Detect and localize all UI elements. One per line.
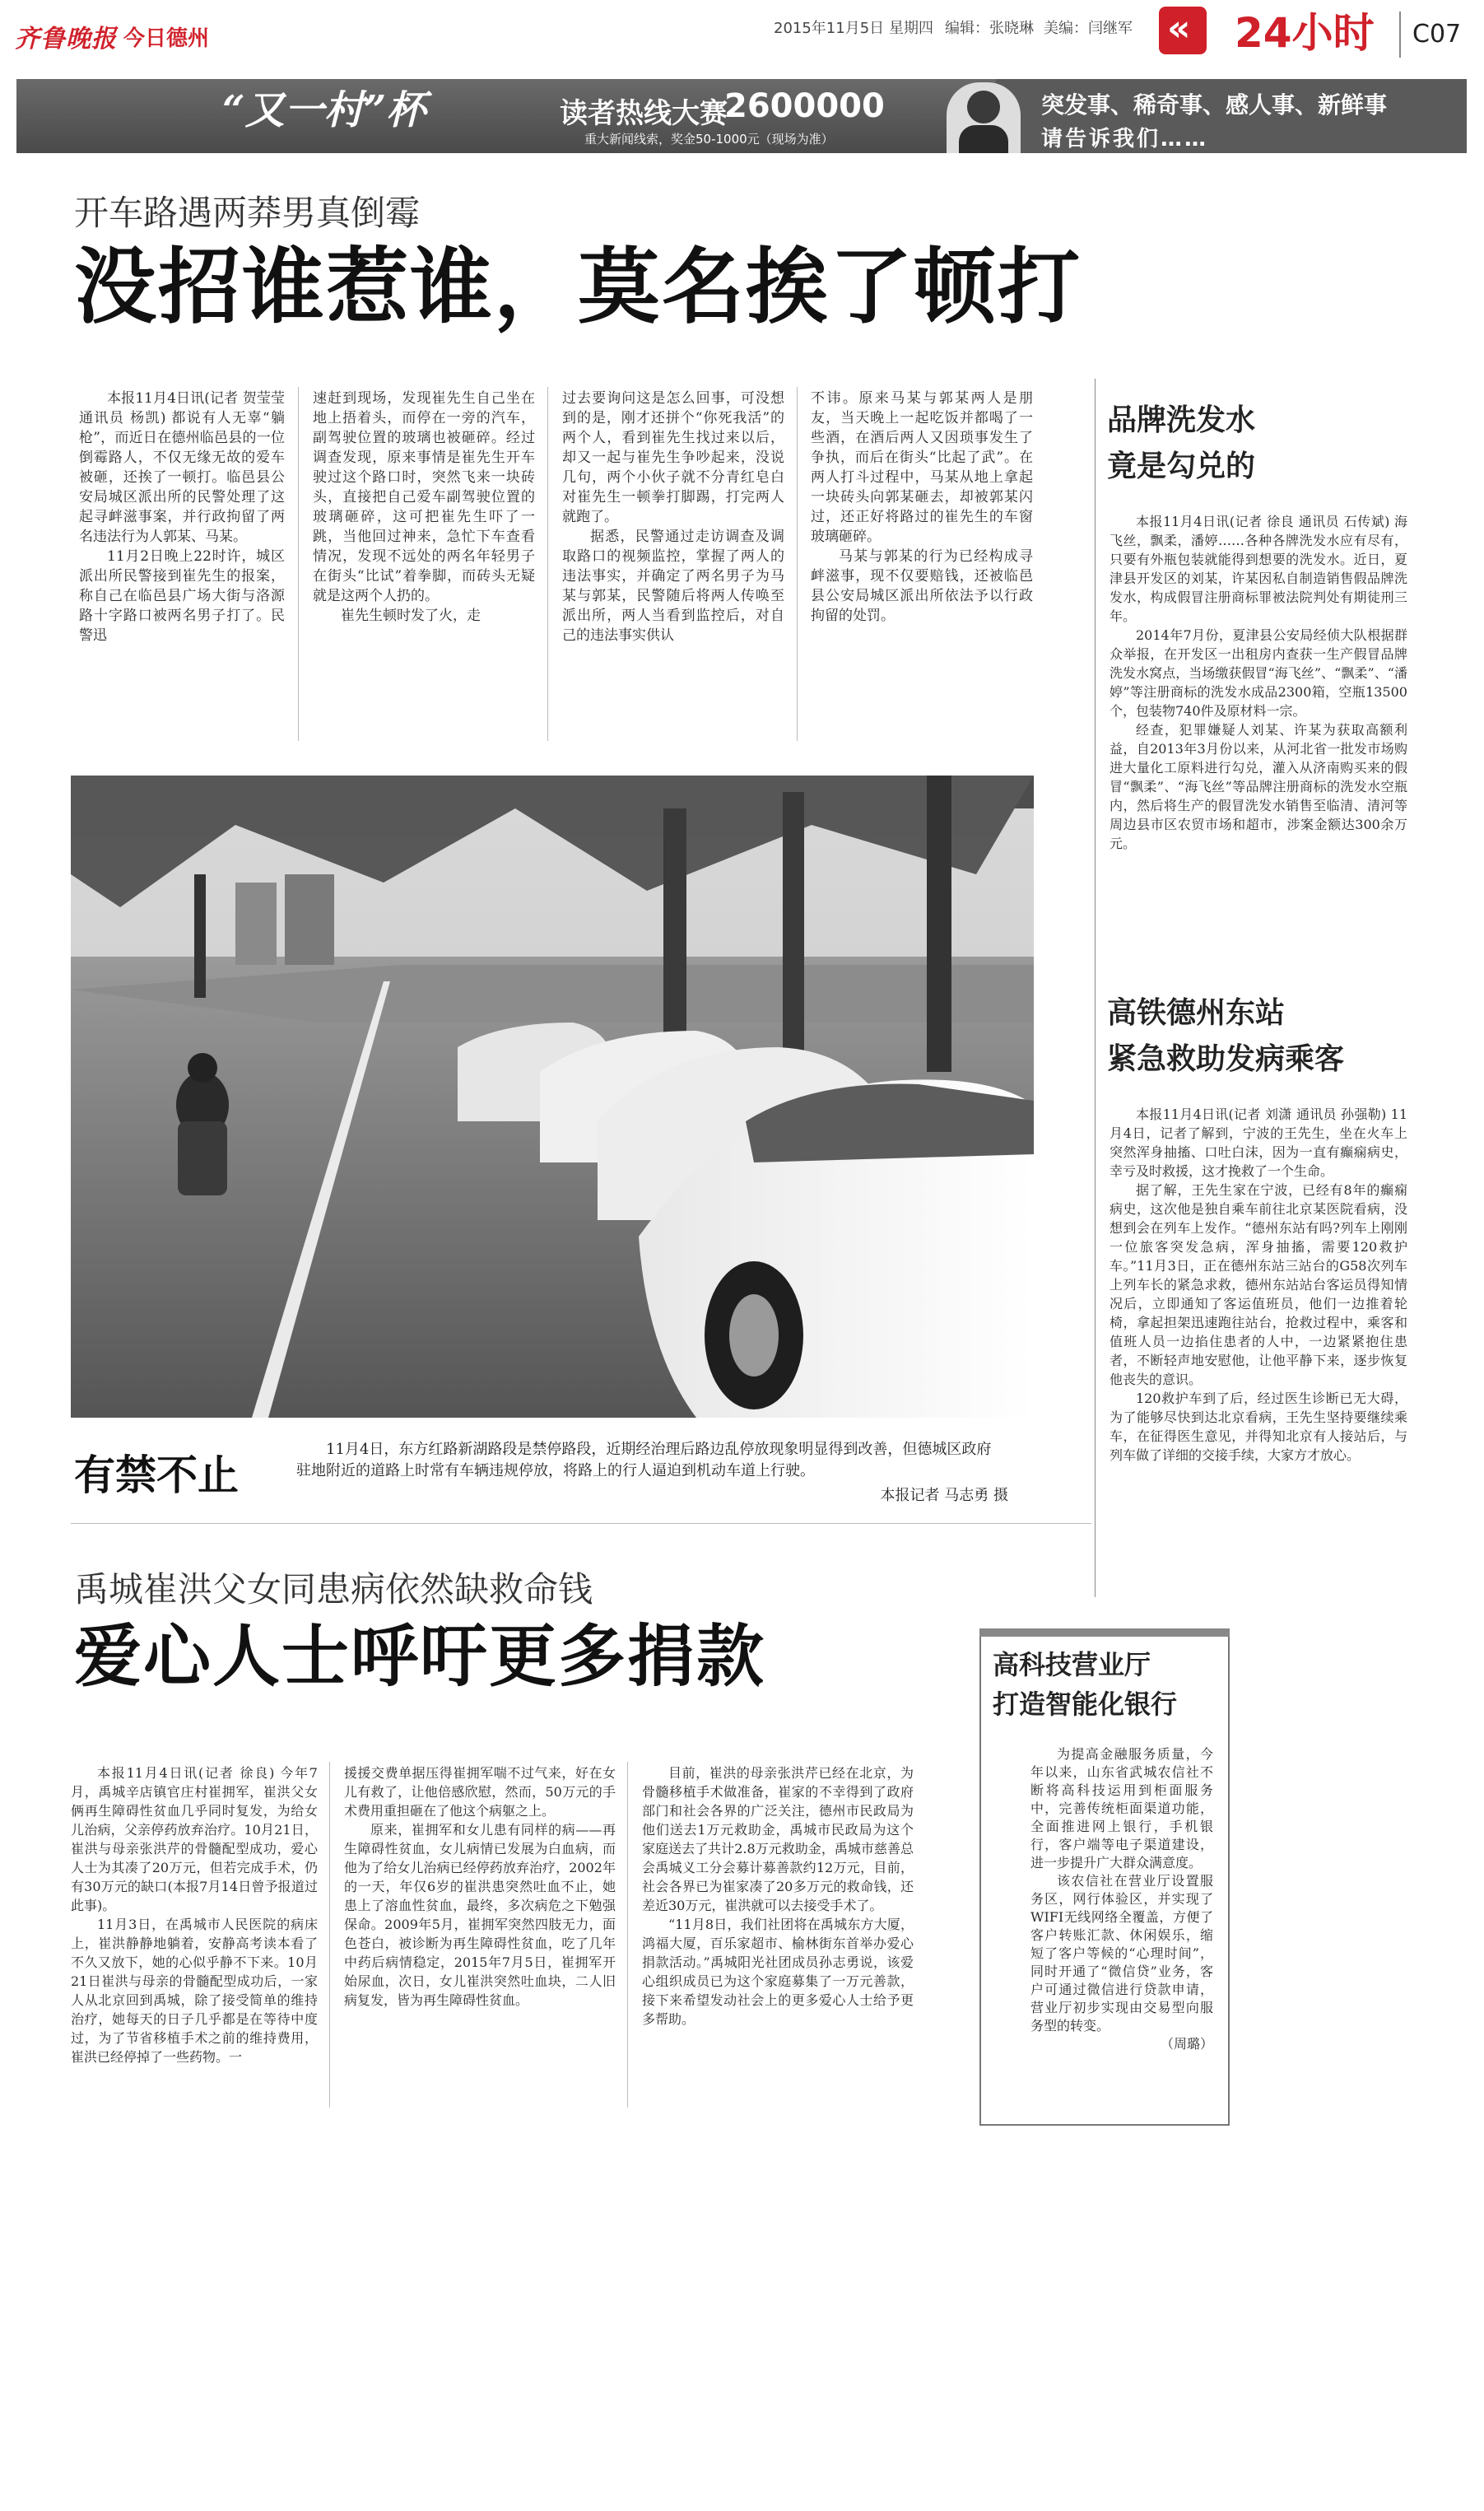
person-icon bbox=[967, 91, 1000, 123]
operator-photo bbox=[947, 82, 1021, 153]
story1-column-2 bbox=[313, 389, 535, 626]
box-headline-1: 高科技营业厅 bbox=[993, 1649, 1151, 1680]
photo-title: 有禁不止 bbox=[74, 1451, 239, 1499]
contest-name: 读者热线大赛 bbox=[560, 97, 728, 130]
side1-headline-1: 品牌洗发水 bbox=[1107, 403, 1256, 437]
side2-body bbox=[1110, 1105, 1407, 1465]
story2-column-2 bbox=[344, 1763, 616, 2010]
story2-col1-para: 本报11月4日讯(记者 徐良) 今年7月，禹城辛店镇官庄村崔拥军，崔洪父女俩再生障碍性贫血几乎同时复发，为给女儿治病，父亲停药放弃治疗。10月21日，崔洪与母亲张洪芹的骨髓配型成功，爱心人士为其凑了20万元，但若完成手术，仍有30万元的缺口(本报7月14日曾予报道过此事)。 bbox=[71, 1765, 318, 1913]
page-header bbox=[0, 0, 1484, 71]
column-title: 24小时 bbox=[1235, 9, 1375, 57]
news-photo bbox=[71, 776, 1034, 1418]
story2-col3-para: 目前，崔洪的母亲张洪芹已经在北京，为骨髓移植手术做准备，崔家的不幸得到了政府部门和社会各界的广泛关注，德州市民政局为他们送去1万元救助金，禹城市民政局为这个家庭送去了共计2.8万元救助金，禹城市慈善总会禹城义工分会募计募善款约12万元，目前，社会各界已为崔家凑了20多万元的救命钱，还差近30万元，崔洪就可以去接受手术了。 bbox=[642, 1765, 914, 1913]
box-byline: （周璐） bbox=[1160, 2036, 1213, 2052]
side1-para: 本报11月4日讯(记者 徐良 通讯员 石传斌) 海飞丝，飘柔，潘婷……各种各牌洗发水应有尽有，只要有外瓶包装就能得到想要的洗发水。近日，夏津县开发区的刘某，许某因私自制造销售假品牌洗发水，构成假冒注册商标罪被法院判处有期徒刑三年。 bbox=[1110, 514, 1407, 624]
side1-para: 2014年7月份，夏津县公安局经侦大队根据群众举报，在开发区一出租房内查获一生产假冒品牌洗发水窝点，当场缴获假冒“海飞丝”、“飘柔”、“潘婷”等注册商标的洗发水成品2300箱，空瓶13500个，包装物740件及原材料一宗。 bbox=[1110, 627, 1407, 719]
banner-slogans: 突发事、稀奇事、感人事、新鲜事 bbox=[1041, 91, 1388, 119]
story1-col4-para: 马某与郭某的行为已经构成寻衅滋事，现不仅要赔钱，还被临邑县公安局城区派出所依法予以行政拘留的处罚。 bbox=[811, 548, 1033, 624]
side2-headline-1: 高铁德州东站 bbox=[1107, 996, 1286, 1030]
street-parking-photo bbox=[71, 776, 1034, 1418]
story1-col1-para: 本报11月4日讯(记者 贺莹莹 通讯员 杨凯) 都说有人无辜“躺枪”，而近日在德州临邑县的一位倒霉路人，不仅无缘无故的爱车被砸，还挨了一顿打。临邑县公安局城区派出所的民警处理了这起寻衅滋事案，并行政拘留了两名违法行为人郭某、马某。 bbox=[79, 390, 285, 545]
box-para: 为提高金融服务质量，今年以来，山东省武城农信社不断将高科技运用到柜面服务中，完善传统柜面渠道功能，全面推进网上银行，手机银行，客户端等电子渠道建设，进一步提升广大群众满意度。 bbox=[1030, 1746, 1213, 1870]
story1-column-4 bbox=[811, 389, 1033, 626]
box-headline-2: 打造智能化银行 bbox=[993, 1689, 1178, 1720]
story2-col1-para: 11月3日，在禹城市人民医院的病床上，崔洪静静地躺着，安静高考读本看了不久又放下，她的心似乎静不下来。10月21日崔洪与母亲的骨髓配型成功后，一家人从北京回到禹城，除了接受简单的维持治疗，她每天的日子几乎都是在等待中度过，为了节省移植手术之前的维持费用，崔洪已经停掉了一些药物。一 bbox=[71, 1917, 318, 2065]
story1-col2-para: 崔先生顿时发了火，走 bbox=[341, 608, 481, 624]
side2-headline-2: 紧急救助发病乘客 bbox=[1107, 1042, 1345, 1076]
section-tab bbox=[1159, 7, 1207, 54]
story1-headline: 没招谁惹谁，莫名挨了顿打 bbox=[74, 239, 1082, 335]
issue-weekday: 星期四 bbox=[889, 20, 933, 37]
page-number: C07 bbox=[1412, 20, 1462, 49]
story1-column-3 bbox=[562, 389, 784, 645]
side1-body bbox=[1110, 512, 1407, 853]
story1-kicker: 开车路遇两莽男真倒霉 bbox=[74, 193, 421, 233]
story2-col2-para: 原来，崔拥军和女儿患有同样的病——再生障碍性贫血，女儿病情已发展为白血病，而他为了给女儿治病已经停药放弃治疗，2002年的一天，年仅6岁的崔洪患突然吐血不止，她患上了溶血性贫血，最终，多次病危之下勉强保命。2009年5月，崔拥军突然四肢无力，面色苍白，被诊断为再生障碍性贫血，吃了几年中药后病情稳定，2015年7月5日，崔拥军开始尿血，次日，女儿崔洪突然吐血块，二人旧病复发，皆为再生障碍性贫血。 bbox=[344, 1822, 616, 2008]
newspaper-logo: 齐鲁晚报 bbox=[15, 25, 117, 54]
photo-credit: 本报记者 马志勇 摄 bbox=[880, 1487, 1008, 1504]
story2-column-1 bbox=[71, 1763, 318, 2066]
side2-para: 本报11月4日讯(记者 刘潇 通讯员 孙强勒) 11月4日，记者了解到，宁波的王先生，坐在火车上突然浑身抽搐、口吐白沫，因为一直有癫痫病史，幸亏及时救援，这才挽救了一个生命。 bbox=[1110, 1106, 1407, 1179]
box-body bbox=[1030, 1745, 1213, 2053]
bank-feature-box bbox=[979, 1628, 1230, 2126]
box-para: 该农信社在营业厅设置服务区，网行体验区，并实现了WIFI无线网络全覆盖，方便了客户转账汇款、休闲娱乐，缩短了客户等候的“心理时间”，同时开通了“微信贷”业务，客户可通过微信进行贷款申请，营业厅初步实现由交易型向服务型的转变。 bbox=[1030, 1873, 1213, 2033]
hotline-number: 2600000 bbox=[724, 87, 885, 125]
side1-para: 经查，犯罪嫌疑人刘某、许某为获取高额利益，自2013年3月份以来，从河北省一批发市场购进大量化工原料进行勾兑，灌入从济南购买来的假冒“飘柔”、“海飞丝”等品牌注册商标的洗发水空瓶内，然后将生产的假冒洗发水销售至临清、清河等周边县市区农贸市场和超市，涉案金额达300余万元。 bbox=[1110, 722, 1407, 851]
issue-date: 2015年11月5日 bbox=[774, 20, 885, 37]
photo-caption: 11月4日，东方红路新湖路段是禁停路段，近期经治理后路边乱停放现象明显得到改善，但德城区政府驻地附近的道路上时常有车辆违规停放，将路上的行人逼迫到机动车道上行驶。 bbox=[296, 1441, 992, 1479]
story2-kicker: 禹城崔洪父女同患病依然缺救命钱 bbox=[74, 1569, 593, 1610]
banner-tell-us: 请告诉我们…… bbox=[1041, 127, 1209, 151]
story1-column-1 bbox=[79, 389, 285, 645]
cup-name: “又一村”杯 bbox=[222, 87, 426, 133]
story1-col2-para: 速赶到现场，发现崔先生自己坐在地上捂着头，而停在一旁的汽车，副驾驶位置的玻璃也被砸碎。经过调查发现，原来事情是崔先生开车驶过这个路口时，突然飞来一块砖头，直接把自己爱车副驾驶位置的玻璃砸碎，这可把崔先生吓了一跳，当他回过神来，急忙下车查看情况，发现不远处的两名年轻男子在街头“比试”着拳脚，而砖头无疑就是这两个人扔的。 bbox=[313, 390, 535, 604]
chevron-left-icon: « bbox=[1167, 7, 1191, 49]
story2-col2-para: 援援交费单据压得崔拥军喘不过气来，好在女儿有救了，让他倍感欣慰，然而，50万元的手术费用重担砸在了他这个病躯之上。 bbox=[344, 1765, 616, 1819]
side2-para: 120救护车到了后，经过医生诊断已无大碍，为了能够尽快到达北京看病，王先生坚持要继续乘车，在征得医生意见，并得知北京有人接站后，与列车做了详细的交接手续，大家方才放心。 bbox=[1110, 1391, 1407, 1463]
story2-column-3 bbox=[642, 1763, 914, 2029]
hotline-banner bbox=[16, 79, 1467, 153]
side2-para: 据了解，王先生家在宁波，已经有8年的癫痫病史，这次他是独自乘车前往北京某医院看病，没想到会在列车上发作。“德州东站有吗?列车上刚刚一位旅客突发急病，浑身抽搐，需要120救护车。”11月3日，正在德州东站三站台的G58次列车上列车长的紧急求救，德州东站站台客运员得知情况后，立即通知了客运值班员，他们一边推着轮椅，拿起担架迅速跑往站台，抢救过程中，乘客和值班人员一边掐住患者的人中，一边紧紧抱住患者，不断轻声地安慰他，让他平静下来，逐步恢复他丧失的意识。 bbox=[1110, 1182, 1407, 1387]
section-name: 今日德州 bbox=[123, 26, 210, 51]
story1-col4-para: 不讳。原来马某与郭某两人是朋友，当天晚上一起吃饭并都喝了一些酒，在酒后两人又因琐事发生了争执，而后在街头“比起了武”。在两人打斗过程中，马某从地上拿起一块砖头向郭某砸去，却被郭某闪过，还正好将路过的崔先生的车窗玻璃砸碎。 bbox=[811, 390, 1033, 545]
story1-col3-para: 据悉，民警通过走访调查及调取路口的视频监控，掌握了两人的违法事实，并确定了两名男子为马某与郭某，民警随后将两人传唤至派出所，两人当看到监控后，对自己的违法事实供认 bbox=[562, 529, 784, 644]
banner-subtext: 重大新闻线索，奖金50-1000元（现场为准） bbox=[584, 132, 834, 147]
story1-col3-para: 过去要询问这是怎么回事，可没想到的是，刚才还拼个“你死我活”的两个人，看到崔先生找过来以后，却又一起与崔先生争吵起来，没说几句，两个小伙子就不分青红皂白对崔先生一顿拳打脚踢，打完两人就跑了。 bbox=[562, 390, 784, 525]
side1-headline-2: 竟是勾兑的 bbox=[1107, 450, 1256, 483]
story2-headline: 爱心人士呼吁更多捐款 bbox=[74, 1618, 766, 1696]
story2-col3-para: “11月8日，我们社团将在禹城东方大厦，鸿福大厦，百乐家超市、榆林街东首举办爱心捐款活动。”禹城阳光社团成员孙志勇说，该爱心组织成员已为这个家庭募集了一万元善款，接下来希望发动社会上的更多爱心人士给予更多帮助。 bbox=[642, 1917, 914, 2027]
designer-credit: 美编：闫继军 bbox=[1044, 20, 1133, 37]
story1-col1-para: 11月2日晚上22时许，城区派出所民警接到崔先生的报案，称自己在临邑县广场大街与洛源路十字路口被两名男子打了。民警迅 bbox=[79, 548, 285, 644]
editor-credit: 编辑：张晓琳 bbox=[945, 20, 1034, 37]
